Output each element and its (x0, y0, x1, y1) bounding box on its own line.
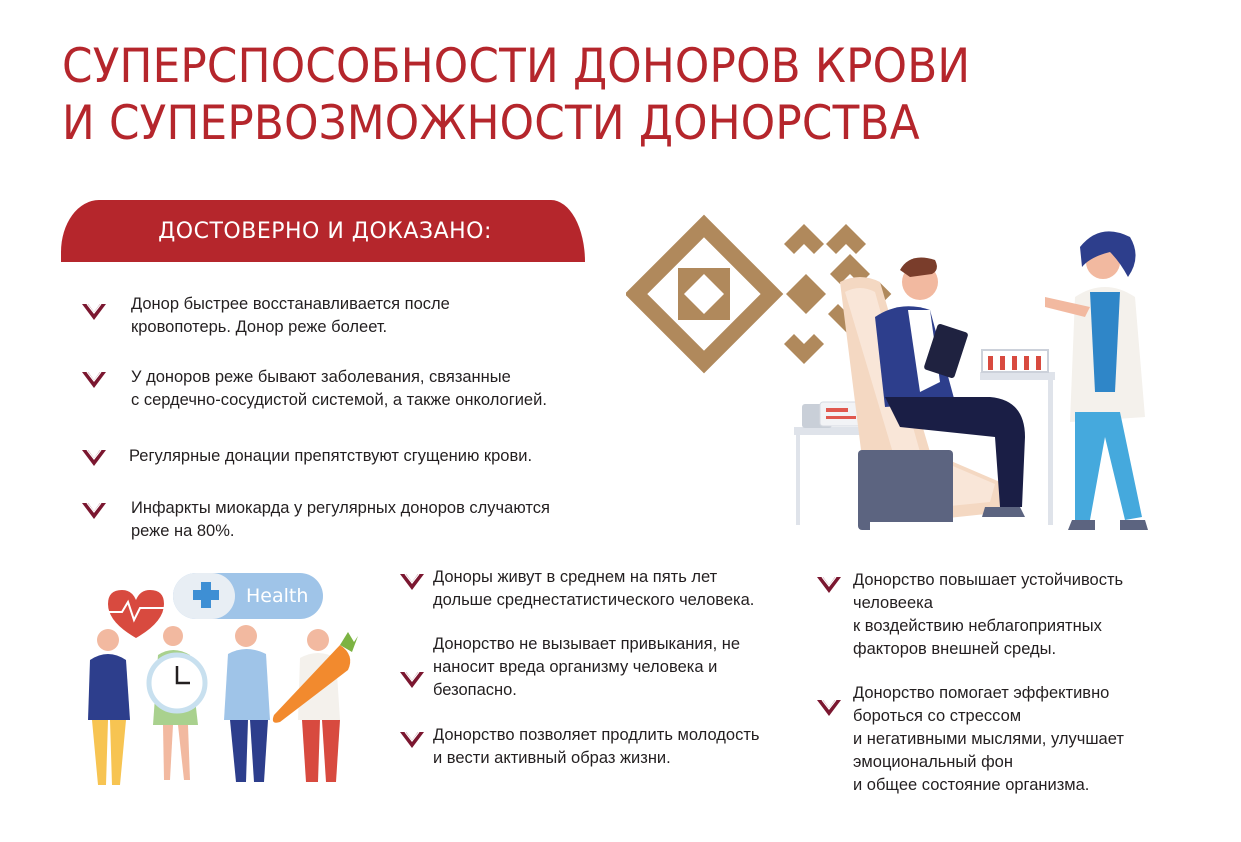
chevron-bullet-icon (81, 447, 107, 467)
chevron-bullet-icon (816, 697, 842, 717)
list-item (131, 366, 547, 412)
chevron-bullet-icon (81, 301, 107, 321)
clock-icon (146, 652, 208, 714)
chevron-bullet-icon (81, 500, 107, 520)
carrot-icon (270, 630, 360, 730)
fact-text-2: У доноров реже бывают заболевания, связанные с сердечно-сосудистой системой, а также онкологией. (131, 368, 547, 409)
fact-text-3: Регулярные донации препятствуют сгущению крови. (129, 447, 533, 465)
middle-text-1: Доноры живут в среднем на пять лет дольше среднестатистического человека. (433, 568, 755, 609)
right-text-1: Донорство повышает устойчивость человеека к воздействию неблагоприятных факторов внешней среды. (853, 571, 1124, 658)
chevron-bullet-icon (816, 574, 842, 594)
list-item (131, 497, 550, 543)
list-item (131, 293, 450, 339)
chevron-bullet-icon (399, 729, 425, 749)
section-banner (61, 200, 585, 262)
page-title-line-1: СУПЕРСПОСОБНОСТИ ДОНОРОВ КРОВИ (62, 39, 971, 94)
list-item (129, 445, 532, 468)
fact-text-4: Инфаркты миокарда у регулярных доноров случаются реже на 80%. (131, 499, 550, 540)
list-item (433, 566, 754, 612)
list-item (853, 682, 1124, 797)
fact-text-1: Донор быстрее восстанавливается после кровопотерь. Донор реже болеет. (131, 295, 450, 336)
page-title-line-2: И СУПЕРВОЗМОЖНОСТИ ДОНОРСТВА (62, 96, 920, 151)
list-item (433, 724, 760, 770)
right-text-2: Донорство помогает эффективно бороться со стрессом и негативными мыслями, улучшает эмоциональный фон и общее состояние организма. (853, 684, 1124, 794)
page-title (62, 38, 970, 152)
chevron-bullet-icon (399, 669, 425, 689)
list-item (433, 633, 740, 702)
middle-text-3: Донорство позволяет продлить молодость и вести активный образ жизни. (433, 726, 760, 767)
health-badge-label: Health (246, 585, 309, 607)
health-group-illustration (78, 570, 368, 790)
donor-scene-illustration (790, 222, 1170, 537)
banner-label: ДОСТОВЕРНО И ДОКАЗАНО: (158, 219, 492, 244)
middle-text-2: Донорство не вызывает привыкания, не наносит вреда организму человека и безопасно. (433, 635, 741, 699)
chevron-bullet-icon (399, 571, 425, 591)
list-item (853, 569, 1123, 661)
chevron-bullet-icon (81, 369, 107, 389)
